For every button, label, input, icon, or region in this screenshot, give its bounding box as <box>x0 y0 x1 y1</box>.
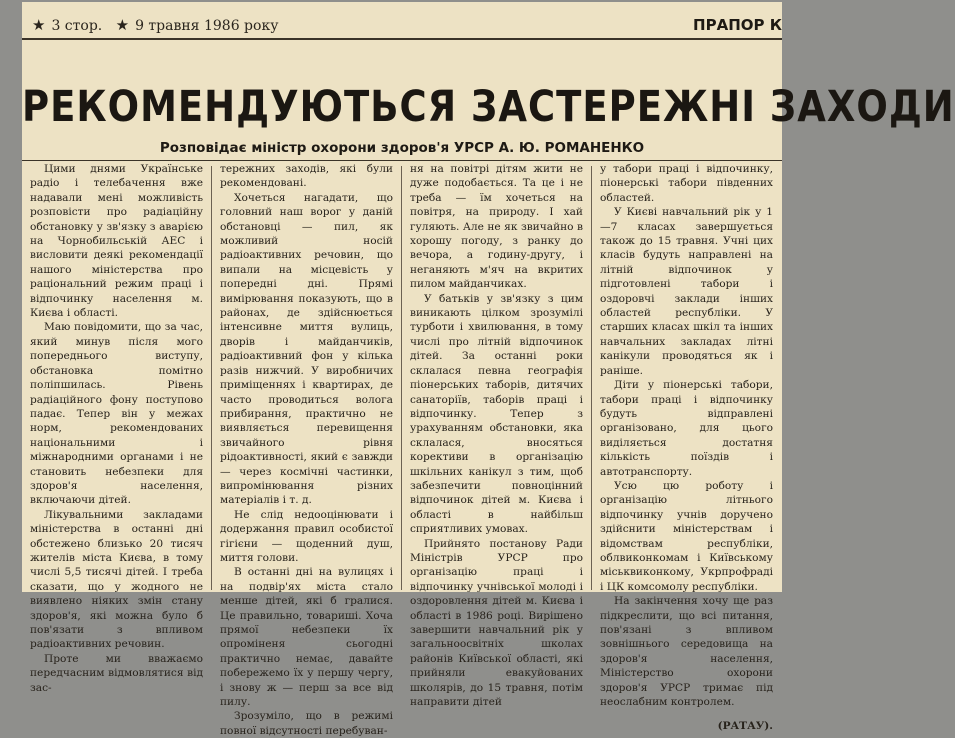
news-agency-signature: (РАТАУ). <box>717 720 773 733</box>
paragraph: Усю цю роботу і організацію літнього відпочинку учнів доручено здійснити міністерствам і відомствам республіки, облвиконкомам і Київському міськвиконкому, Укрпрофраді і ЦК комсомолу республіки. <box>600 479 773 593</box>
paragraph: На закінчення хочу ще раз підкреслити, що всі питання, пов'язані з впливом зовнішнього середовища на здоров'я населення, Міністерство охорони здоров'я УРСР тримає під неослабним контролем. <box>600 595 773 709</box>
page-number: 3 стор. <box>51 18 103 34</box>
paragraph: Хочеться нагадати, що головний наш ворог у даній обстановці — пил, як можливий носій радіоактивних речовин, що випали на місцевість у попередні дні. Прямі вимірювання показують, що в районах, де здійснюється інтенсивне миття вулиць, дворів і майданчиків, радіоактивний фон у кілька разів нижчий. У виробничих приміщеннях і квартирах, де часто проводиться волога прибирання, практично не виявляється перевищення звичайного рівня рідоактивності, який є завжди — через космічні частинки, випромінювання різних матеріалів і т. д. <box>220 191 393 507</box>
text-column-3 <box>410 162 583 709</box>
column-divider <box>401 166 402 590</box>
column-divider <box>211 166 212 590</box>
paragraph: Не слід недооцінювати і додержання правил особистої гігієни — щоденний душ, миття голови. <box>220 508 393 564</box>
article-subheading: Розповідає міністр охорони здоров'я УРСР А. Ю. РОМАНЕНКО <box>159 140 645 156</box>
paragraph: Маю повідомити, що за час, який минув після мого попереднього виступу, обстановка помітно поліпшилась. Рівень радіаційного фону поступово падає. Тепер він у межах норм, рекомендованих національними і міжнародними органами і не становить небезпеки для здоров'я населення, включаючи дітей. <box>30 321 203 507</box>
masthead-left <box>32 16 278 34</box>
paragraph: у табори праці і відпочинку, піонерські табори південних областей. <box>600 163 773 204</box>
article-body <box>30 162 776 737</box>
paragraph: Зрозуміло, що в режимі повної відсутності перебуван- <box>220 710 393 737</box>
paragraph: тережних заходів, які були рекомендовані. <box>220 163 393 190</box>
text-column-4 <box>600 162 773 733</box>
article-headline: РЕКОМЕНДУЮТЬСЯ ЗАСТЕРЕЖНІ ЗАХОДИ <box>22 82 955 132</box>
paragraph: Діти у піонерські табори, табори праці і відпочинку будуть відправлені організовано, для цього виділяється достатня кількість поїздів і автотранспорту. <box>600 379 773 478</box>
paragraph: У Києві навчальний рік у 1—7 класах завершується також до 15 травня. Учні цих класів будуть направлені на літній відпочинок у підготовлені табори і оздоровчі заклади інших областей республіки. У старших класах шкіл та інших навчальних закладах літні канікули проводяться як і раніше. <box>600 206 773 377</box>
star-icon: ★ <box>115 16 130 34</box>
text-column-1 <box>30 162 203 694</box>
paragraph: У батьків у зв'язку з цим виникають цілком зрозумілі турботи і хвилювання, в тому числі про літній відпочинок дітей. За останні роки склалася певна географія піонерських таборів, дитячих санаторіїв, таборів праці і відпочинку. Тепер з урахуванням обстановки, яка склалася, вносяться корективи в організацію шкільних канікул з тим, щоб забезпечити повноцінний відпочинок дітей м. Києва і області в найбільш сприятливих умовах. <box>410 292 583 536</box>
paragraph: В останні дні на вулицях і на подвір'ях міста стало менше дітей, які б гралися. Це правильно, товариші. Хоча прямої небезпеки їх опроміненя сьогодні практично немає, давайте побережемо їх у першу чергу, і знову ж — перш за все від пилу. <box>220 566 393 709</box>
header-rule <box>22 160 782 161</box>
paragraph: Прийнято постанову Ради Міністрів УРСР про організацію праці і відпочинку учнівської молоді і оздоровлення дітей м. Києва і області в 1986 році. Вирішено завершити навчальний рік у загальноосвітніх школах районів Київської області, які прийняли евакуйованих школярів, до 15 травня, потім направити дітей <box>410 537 583 709</box>
paragraph: ня на повітрі дітям жити не дуже подобається. Та це і не треба — їм хочеться на повітря, на природу. І хай гуляють. Але не як звичайно в хорошу погоду, з ранку до вечора, а годину-другу, і неганяють м'яч на вкритих пилом майданчиках. <box>410 163 583 291</box>
newspaper-clipping <box>22 2 955 737</box>
paragraph: Цими днями Українське радіо і телебачення вже надавали мені можливість розповісти про радіаційну обстановку у зв'язку з аварією на Чорнобильській АЕС і висловити деякі рекомендації нашого міністерства про раціональний режим праці і відпочинку населення м. Києва і області. <box>30 163 203 320</box>
masthead <box>22 16 782 40</box>
text-column-2 <box>220 162 393 737</box>
column-divider <box>591 166 592 590</box>
issue-date: 9 травня 1986 року <box>135 18 279 34</box>
star-icon: ★ <box>32 16 46 34</box>
paragraph: Лікувальними закладами міністерства в останні дні обстежено близько 20 тисяч жителів міста Києва, в тому числі 5,5 тисячі дітей. І треба сказати, що у жодного не виявлено ніяких змін стану здоров'я, які можна було б пов'язати з впливом радіоактивних речовин. <box>30 508 203 651</box>
newspaper-name: ПРАПОР К <box>693 16 782 34</box>
paragraph: Проте ми вважаємо передчасним відмовлятися від зас- <box>30 652 203 694</box>
